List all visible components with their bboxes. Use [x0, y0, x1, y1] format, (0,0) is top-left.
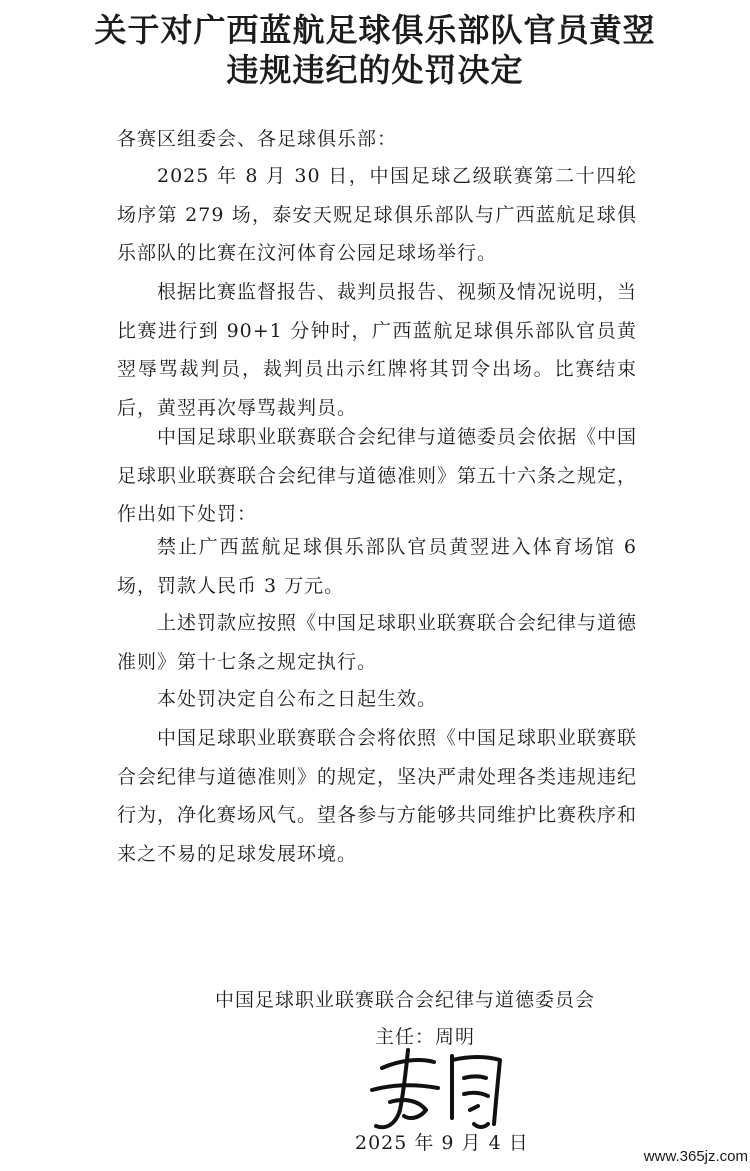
paragraph-closing: 中国足球职业联赛联合会将依照《中国足球职业联赛联合会纪律与道德准则》的规定，坚决严肃处理各类违规违纪行为，净化赛场风气。望各参与方能够共同维护比赛秩序和来之不易的足球发展环境。: [117, 727, 638, 865]
paragraph-penalty: 禁止广西蓝航足球俱乐部队官员黄翌进入体育场馆 6 场，罚款人民币 3 万元。: [117, 536, 637, 597]
chair-name: 主任：周明: [375, 1026, 476, 1048]
handwritten-signature: [360, 1040, 530, 1135]
paragraph-basis: 中国足球职业联赛联合会纪律与道德委员会依据《中国足球职业联赛联合会纪律与道德准则》第五十六条之规定，作出如下处罚：: [117, 426, 638, 525]
watermark-text: www.365jz.com: [618, 1146, 748, 1168]
paragraph-match-info: 2025 年 8 月 30 日，中国足球乙级联赛第二十四轮场序第 279 场，泰安天贶足球俱乐部队与广西蓝航足球俱乐部队的比赛在汶河体育公园足球场举行。: [117, 165, 637, 264]
document-title-line-2: 违规违纪的处罚决定: [226, 51, 524, 89]
issue-date: 2025 年 9 月 4 日: [355, 1132, 529, 1154]
salutation: 各赛区组委会、各足球俱乐部：: [117, 128, 398, 150]
paragraph-fine-execution: 上述罚款应按照《中国足球职业联赛联合会纪律与道德准则》第十七条之规定执行。: [117, 612, 638, 673]
issuing-organization: 中国足球职业联赛联合会纪律与道德委员会: [214, 989, 595, 1011]
document-title-line-1: 关于对广西蓝航足球俱乐部队官员黄翌: [94, 11, 656, 49]
paragraph-incident: 根据比赛监督报告、裁判员报告、视频及情况说明，当比赛进行到 90+1 分钟时，广西蓝航足球俱乐部队官员黄翌辱骂裁判员，裁判员出示红牌将其罚令出场。比赛结束后，黄翌再次辱骂裁判员。: [117, 281, 638, 419]
paragraph-effective: 本处罚决定自公布之日起生效。: [157, 688, 438, 710]
